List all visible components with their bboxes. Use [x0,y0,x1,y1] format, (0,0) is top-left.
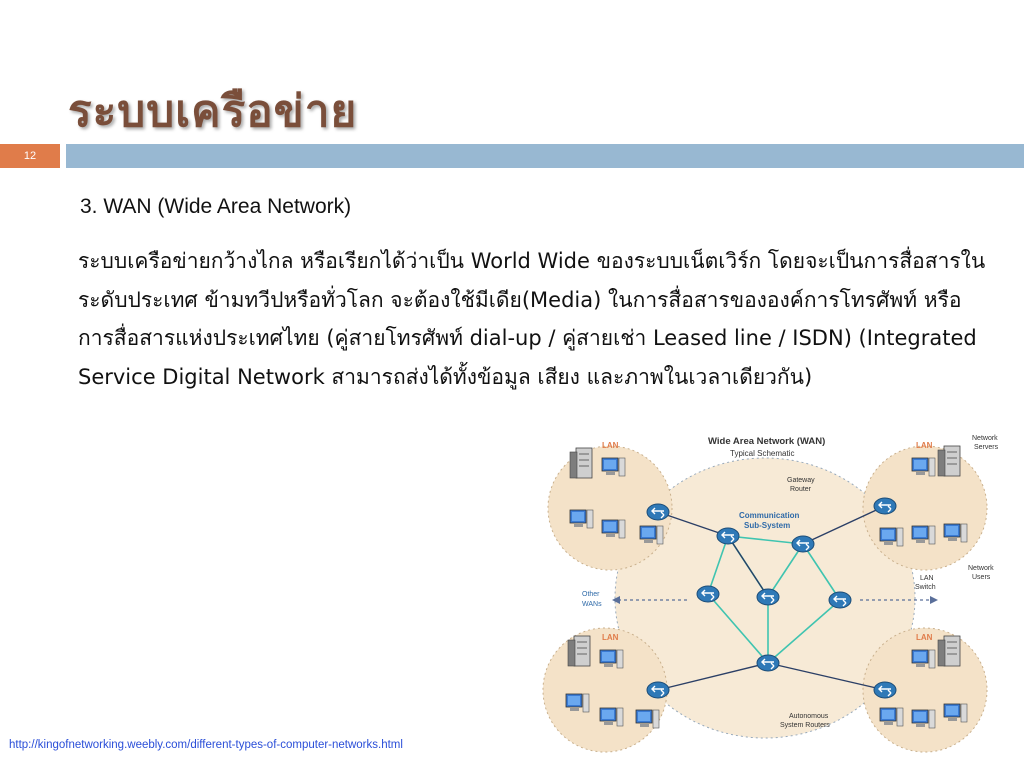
switch-icon [647,682,669,698]
diagram-subtitle: Typical Schematic [730,449,795,458]
switch-icon [647,504,669,520]
arrow-right-icon [930,596,938,604]
server-icon [568,636,590,666]
lan-label: LAN [916,633,933,642]
slide-number: 12 [0,144,60,168]
router-icon [717,528,739,544]
diagram-title: Wide Area Network (WAN) [708,436,826,447]
autonomous-label: System Routers [780,722,830,729]
lan-label: LAN [916,441,933,450]
autonomous-label: Autonomous [789,713,829,720]
users-label: Network [968,565,994,572]
body-paragraph: ระบบเครือข่ายกว้างไกล หรือเรียกได้ว่าเป็น World Wide ของระบบเน็ตเวิร์ก โดยจะเป็นการสื่อสารในระดับประเทศ ข้ามทวีปหรือทั่วโลก จะต้องใช้มีเดีย(Media) ในการสื่อสารขององค์การโทรศัพท์ หรือการสื่อสารแห่งประเทศไทย (คู่สายโทรศัพท์ dial-up / คู่สายเช่า Leased line / ISDN) (Integrated Service Digital Network สามารถส่งได้ทั้งข้อมูล เสียง และภาพในเวลาเดียวกัน) [78,249,986,389]
comm-label: Communication [739,511,800,520]
switch-icon [874,498,896,514]
router-icon [757,655,779,671]
gateway-label: Gateway [787,477,815,484]
router-icon [757,589,779,605]
slide-title: ระบบเครือข่าย [68,86,358,137]
router-icon [792,536,814,552]
servers-label: Network [972,435,998,442]
section-heading: 3. WAN (Wide Area Network) [80,195,352,218]
other-wans-label: WANs [582,601,602,608]
wan-diagram [540,428,1020,768]
server-icon [938,446,960,476]
switch-label: LAN [920,575,934,582]
router-icon [697,586,719,602]
servers-label: Servers [974,444,999,451]
lan-label: LAN [602,441,619,450]
switch-icon [874,682,896,698]
title-rule-bar [66,144,1024,168]
server-icon [570,448,592,478]
source-link[interactable]: http://kingofnetworking.weebly.com/different-types-of-computer-networks.html [9,739,403,751]
server-icon [938,636,960,666]
switch-label: Switch [915,584,936,591]
gateway-label: Router [790,486,812,493]
comm-label: Sub-System [744,521,791,530]
router-icon [829,592,851,608]
other-wans-label: Other [582,591,600,598]
lan-label: LAN [602,633,619,642]
users-label: Users [972,574,991,581]
